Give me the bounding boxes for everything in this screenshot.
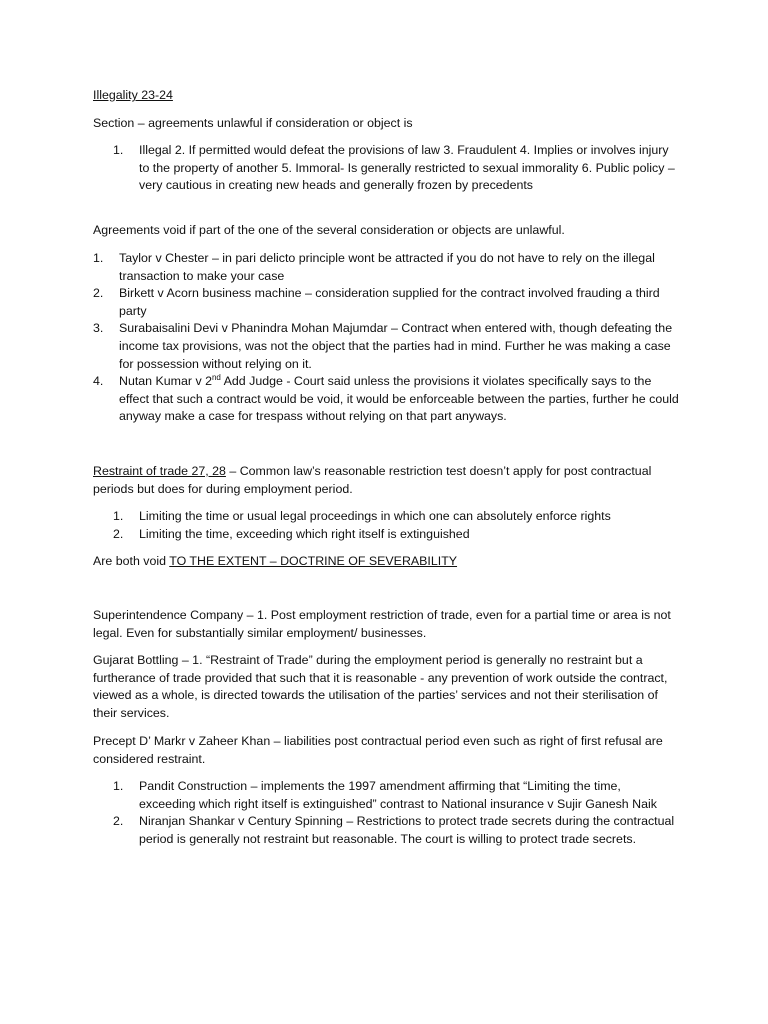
severability-doctrine: TO THE EXTENT – DOCTRINE OF SEVERABILITY (169, 554, 458, 568)
list-item (113, 508, 675, 526)
illegality-cases-list (93, 250, 683, 426)
partial-void-line: Agreements void if part of the one of the several consideration or objects are unlawful. (93, 223, 565, 237)
list-text: Niranjan Shankar v Century Spinning – Restrictions to protect trade secrets during the contractual period is generally not restraint but reasonable. The court is willing to protect trade secrets. (139, 814, 675, 846)
list-item (113, 813, 675, 848)
list-item (93, 285, 683, 320)
list-number: 2. (113, 814, 124, 829)
restraint-intro-paragraph (93, 463, 683, 498)
list-number: 1. (113, 509, 124, 523)
list-number: 1. (113, 143, 124, 157)
list-item (113, 778, 675, 813)
later-cases-list (113, 778, 675, 848)
list-item (93, 250, 683, 285)
list-text: Limiting the time, exceeding which right itself is extinguished (139, 526, 470, 541)
case-text-before: Nutan Kumar v 2 (119, 374, 212, 389)
list-number: 2. (113, 526, 124, 541)
list-number: 4. (93, 374, 104, 389)
superintendence-paragraph: Superintendence Company – 1. Post employment restriction of trade, even for a partial time or area is not legal. Even for substantially similar employment/ businesses. (93, 608, 671, 640)
list-text: Limiting the time or usual legal proceedings in which one can absolutely enforce rights (139, 509, 611, 523)
illegality-grounds-list (113, 142, 675, 195)
ordinal-sup: nd (211, 373, 221, 383)
gujarat-bottling-paragraph: Gujarat Bottling – 1. “Restraint of Trade” during the employment period is generally no restraint but a furtherance of trade provided that such that it is reasonable - any prevention of work outside the contract, viewed as a whole, is directed towards the utilisation of the parties’ services and not their sterilisation of their services. (93, 653, 668, 720)
list-number: 1. (113, 779, 124, 793)
void-prefix: Are both void (93, 554, 170, 568)
list-item (113, 526, 675, 544)
restraint-heading: Restraint of trade 27, 28 (93, 464, 226, 478)
list-text: Taylor v Chester – in pari delicto principle wont be attracted if you do not have to rely on the illegal transaction to make your case (119, 251, 655, 283)
list-number: 3. (93, 321, 104, 336)
list-text: Pandit Construction – implements the 1997 amendment affirming that “Limiting the time, exceeding which right itself is extinguished” contrast to National insurance v Sujir Ganesh Naik (139, 779, 657, 811)
restraint-limits-list (113, 508, 675, 543)
list-item (93, 320, 683, 373)
list-text: Surabaisalini Devi v Phanindra Mohan Majumdar – Contract when entered with, though defeating the income tax provisions, was not the object that the parties had in mind. Further he was making a case for possession without relying on it. (119, 321, 673, 371)
list-text: Illegal 2. If permitted would defeat the provisions of law 3. Fraudulent 4. Implies or involves injury to the property of another 5. Immoral- Is generally restricted to sexual immorality 6. Public policy – very cautious in creating new heads and generally frozen by precedents (139, 143, 675, 193)
list-item (113, 142, 675, 195)
illegality-heading: Illegality 23-24 (93, 88, 173, 102)
list-number: 2. (93, 286, 104, 301)
list-item (93, 373, 683, 426)
list-number: 1. (93, 251, 104, 265)
void-line (93, 553, 683, 571)
restraint-intro: – Common law’s reasonable restriction test doesn’t apply for post contractual periods but does for during employment period. (93, 464, 652, 496)
case-text-after: Add Judge - Court said unless the provisions it violates specifically says to the effect that such a contract would be void, it would be enforceable between the parties, further he could anyway make a case for trespass without relying on that part anyways. (119, 374, 679, 424)
precept-paragraph: Precept D’ Markr v Zaheer Khan – liabilities post contractual period even such as right of first refusal are considered restraint. (93, 734, 663, 766)
section-line: Section – agreements unlawful if consideration or object is (93, 116, 413, 130)
list-text: Birkett v Acorn business machine – consideration supplied for the contract involved frauding a third party (119, 286, 660, 318)
list-text (119, 374, 679, 423)
